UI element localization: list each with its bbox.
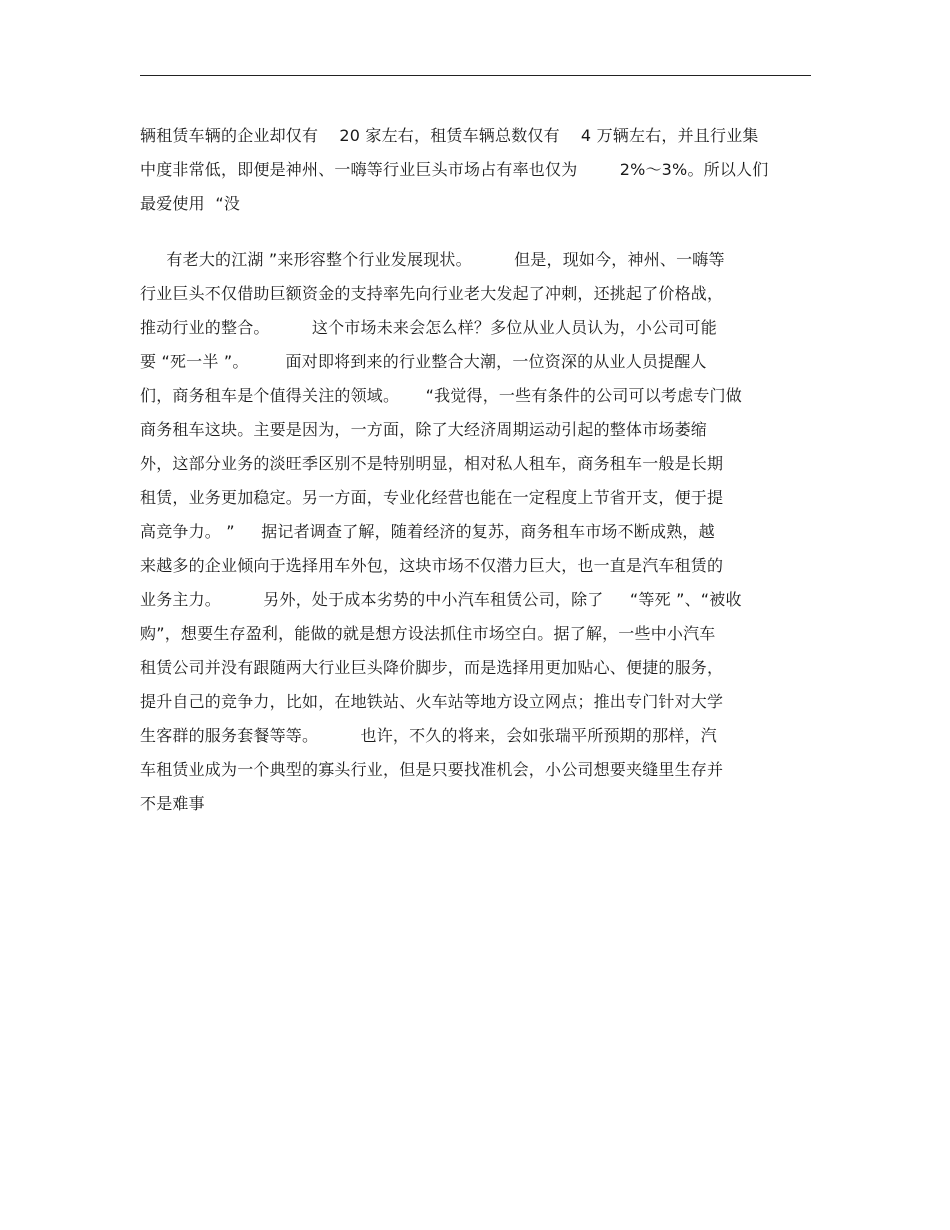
paragraph-1: [140, 119, 820, 221]
text-line: 购”，想要生存盈利，能做的就是想方设法抓住市场空白。据了解，一些中小汽车: [140, 624, 716, 643]
paragraph-2: [140, 243, 820, 821]
text-line: 辆租赁车辆的企业却仅有 20 家左右，租赁车辆总数仅有 4 万辆左右，并且行业集: [140, 126, 759, 145]
header-divider: [140, 75, 811, 76]
text-line: 高竞争力。 ” 据记者调查了解，随着经济的复苏，商务租车市场不断成熟，越: [140, 522, 715, 541]
text-line: 推动行业的整合。 这个市场未来会怎么样？多位从业人员认为，小公司可能: [140, 318, 717, 337]
text-line: 中度非常低，即便是神州、一嗨等行业巨头市场占有率也仅为 2%～3%。所以人们: [140, 160, 769, 179]
text-line: 商务租车这块。主要是因为，一方面，除了大经济周期运动引起的整体市场萎缩: [140, 420, 708, 439]
text-line: 行业巨头不仅借助巨额资金的支持率先向行业老大发起了冲刺，还挑起了价格战，: [140, 284, 724, 303]
text-line: 来越多的企业倾向于选择用车外包，这块市场不仅潜力巨大，也一直是汽车租赁的: [140, 556, 724, 575]
text-line: 要 “死一半 ”。 面对即将到来的行业整合大潮，一位资深的从业人员提醒人: [140, 352, 707, 371]
text-line: 外，这部分业务的淡旺季区别不是特别明显，相对私人租车，商务租车一般是长期: [140, 454, 724, 473]
text-line: 租赁，业务更加稳定。另一方面，专业化经营也能在一定程度上节省开支，便于提: [140, 488, 724, 507]
text-line: 生客群的服务套餐等等。 也许，不久的将来，会如张瑞平所预期的那样，汽: [140, 726, 717, 745]
text-line: 提升自己的竞争力，比如，在地铁站、火车站等地方设立网点；推出专门针对大学: [140, 692, 724, 711]
text-line: 业务主力。 另外，处于成本劣势的中小汽车租赁公司，除了 “等死 ”、“被收: [140, 590, 742, 609]
text-line: 有老大的江湖 ”来形容整个行业发展现状。 但是，现如今，神州、一嗨等: [140, 250, 725, 269]
text-line: 租赁公司并没有跟随两大行业巨头降价脚步，而是选择用更加贴心、便捷的服务，: [140, 658, 724, 677]
text-line: 车租赁业成为一个典型的寡头行业，但是只要找准机会，小公司想要夹缝里生存并: [140, 760, 724, 779]
text-line: 不是难事: [140, 794, 205, 813]
text-line: 们，商务租车是个值得关注的领域。 “我觉得，一些有条件的公司可以考虑专门做: [140, 386, 742, 405]
text-line: 最爱使用 “没: [140, 194, 241, 213]
